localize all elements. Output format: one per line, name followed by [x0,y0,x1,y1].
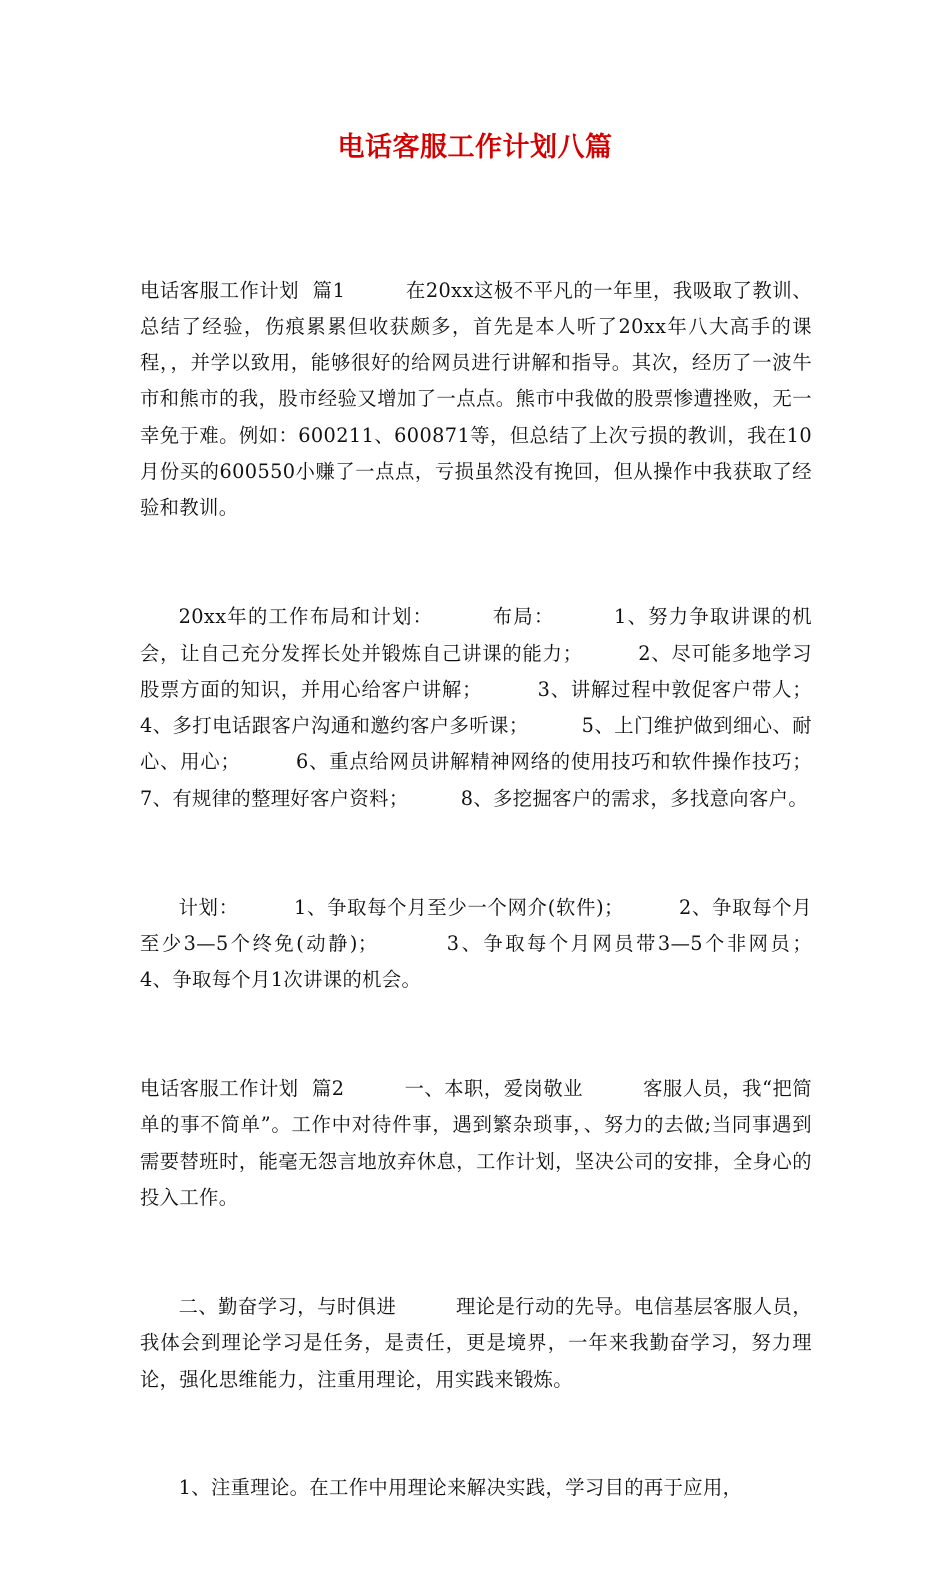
paragraph-plan-1-intro: 电话客服工作计划 篇1 在20xx这极不平凡的一年里，我吸取了教训、总结了经验，伤痕累累但收获颇多，首先是本人听了20xx年八大高手的课程，，并学以致用，能够很好的给网员进行讲解和指导。其次，经历了一波牛市和熊市的我，股市经验又增加了一点点。熊市中我做的股票惨遭挫败，无一幸免于难。例如：600211、600871等，但总结了上次亏损的教训，我在10月份买的600550小赚了一点点，亏损虽然没有挽回，但从操作中我获取了经验和教训。 [140,278,812,520]
paragraph-theory: 1、注重理论。在工作中用理论来解决实践，学习目的再于应用， [178,1476,743,1500]
document-body [140,200,865,1579]
paragraph-plan-items: 计划： 1、争取每个月至少一个网介(软件)； 2、争取每个月至少3—5个终免(动静)； 3、争取每个月网员带3—5个非网员； 4、争取每个月1次讲课的机会。 [140,895,865,992]
paragraph-plan-2-intro: 电话客服工作计划 篇2 一、本职，爱岗敬业 客服人员，我“把简单的事不简单”。工作中对待件事，遇到繁杂琐事，、努力的去做;当同事遇到需要替班时，能毫无怨言地放弃休息，工作计划，坚决公司的安排，全身心的投入工作。 [140,1077,812,1210]
document-title: 电话客服工作计划八篇 [337,132,613,163]
paragraph-layout: 20xx年的工作布局和计划： 布局： 1、努力争取讲课的机会，让自己充分发挥长处并锻炼自己讲课的能力； 2、尽可能多地学习股票方面的知识，并用心给客户讲解； 3、讲解过程中敦促客户带人； 4、多打电话跟客户沟通和邀约客户多听课； 5、上门维护做到细心、耐心、用心； 6、重点给网员讲解精神网络的使用技巧和软件操作技巧； 7、有规律的整理好客户资料； 8、多挖掘客户的需求，多找意向客户。 [140,605,865,810]
paragraph-study: 二、勤奋学习，与时俱进 理论是行动的先导。电信基层客服人员，我体会到理论学习是任务，是责任，更是境界，一年来我勤奋学习，努力理论，强化思维能力，注重用理论，用实践来锻炼。 [140,1294,812,1391]
